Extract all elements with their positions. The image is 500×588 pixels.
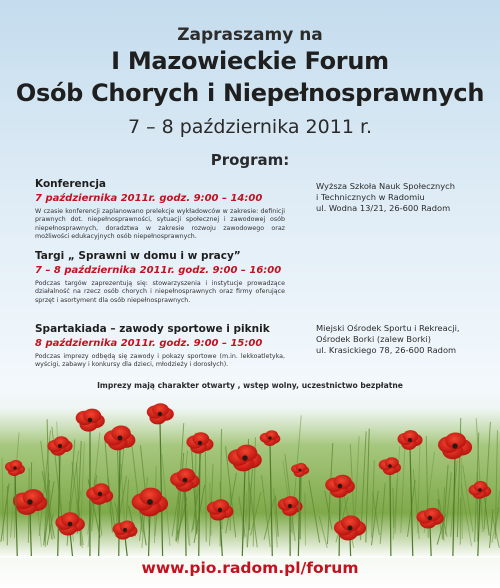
event-fair-title: Targi „ Sprawni w domu i w pracy” xyxy=(35,250,241,262)
admission-note: Imprezy mają charakter otwarty , wstęp wolny, uczestnictwo bezpłatne xyxy=(97,381,403,390)
event-conference-description: W czasie konferencji zaplanowano prelekcje wykładowców w zakresie: definicji prawnych dot. niepełnosprawności, sytuacji społecznej i zawodowej osób niepełnosprawnych, doradztwa w zakresie rozwoju zawodowego oraz możliwości edukacyjnych osób niepełnosprawnych. xyxy=(35,208,285,241)
venue-conference-line1: Wyższa Szkoła Nauk Społecznych xyxy=(316,181,455,191)
event-conference xyxy=(35,178,285,242)
venue-spartakiada-line2: Ośrodek Borki (zalew Borki) xyxy=(316,334,431,344)
event-fair xyxy=(35,250,285,305)
forum-website-link[interactable]: www.pio.radom.pl/forum xyxy=(141,559,359,577)
event-spartakiada-description: Podczas imprezy odbędą się zawody i pokazy sportowe (m.in. lekkoatletyka, wyścigi, zabawy i konkursy dla dzieci, młodzieży i dorosłych). xyxy=(35,353,285,369)
venue-spartakiada-line3: ul. Krasickiego 78, 26-600 Radom xyxy=(316,345,457,355)
event-spartakiada xyxy=(35,323,285,370)
event-title-line1: I Mazowieckie Forum xyxy=(111,47,389,75)
intro-heading: Zapraszamy na xyxy=(177,25,323,45)
event-title-line2: Osób Chorych i Niepełnosprawnych xyxy=(15,79,485,107)
program-heading: Program: xyxy=(210,151,290,169)
event-fair-date: 7 – 8 października 2011r. godz. 9:00 – 16:00 xyxy=(35,265,282,276)
event-spartakiada-title: Spartakiada – zawody sportowe i piknik xyxy=(35,323,270,335)
poppy-meadow-illustration xyxy=(0,398,500,558)
event-conference-date: 7 października 2011r. godz. 9:00 – 14:00 xyxy=(35,193,263,204)
event-fair-description: Podczas targów zaprezentują się: stowarzyszenia i instytucje prowadzące działalność na rzecz osób chorych i niepełnosprawnych oraz firmy oferujące sprzęt i asortyment dla osób niepełnosprawnych. xyxy=(35,280,285,304)
event-conference-title: Konferencja xyxy=(35,178,107,190)
venue-spartakiada xyxy=(316,323,496,356)
venue-conference-line3: ul. Wodna 13/21, 26-600 Radom xyxy=(316,203,451,213)
venue-spartakiada-line1: Miejski Ośrodek Sportu i Rekreacji, xyxy=(316,323,460,333)
grass-field xyxy=(0,408,500,558)
event-date: 7 – 8 października 2011 r. xyxy=(127,116,373,138)
event-spartakiada-date: 8 października 2011r. godz. 9:00 – 15:00 xyxy=(35,338,263,349)
venue-conference xyxy=(316,181,496,214)
venue-conference-line2: i Technicznych w Radomiu xyxy=(316,192,425,202)
